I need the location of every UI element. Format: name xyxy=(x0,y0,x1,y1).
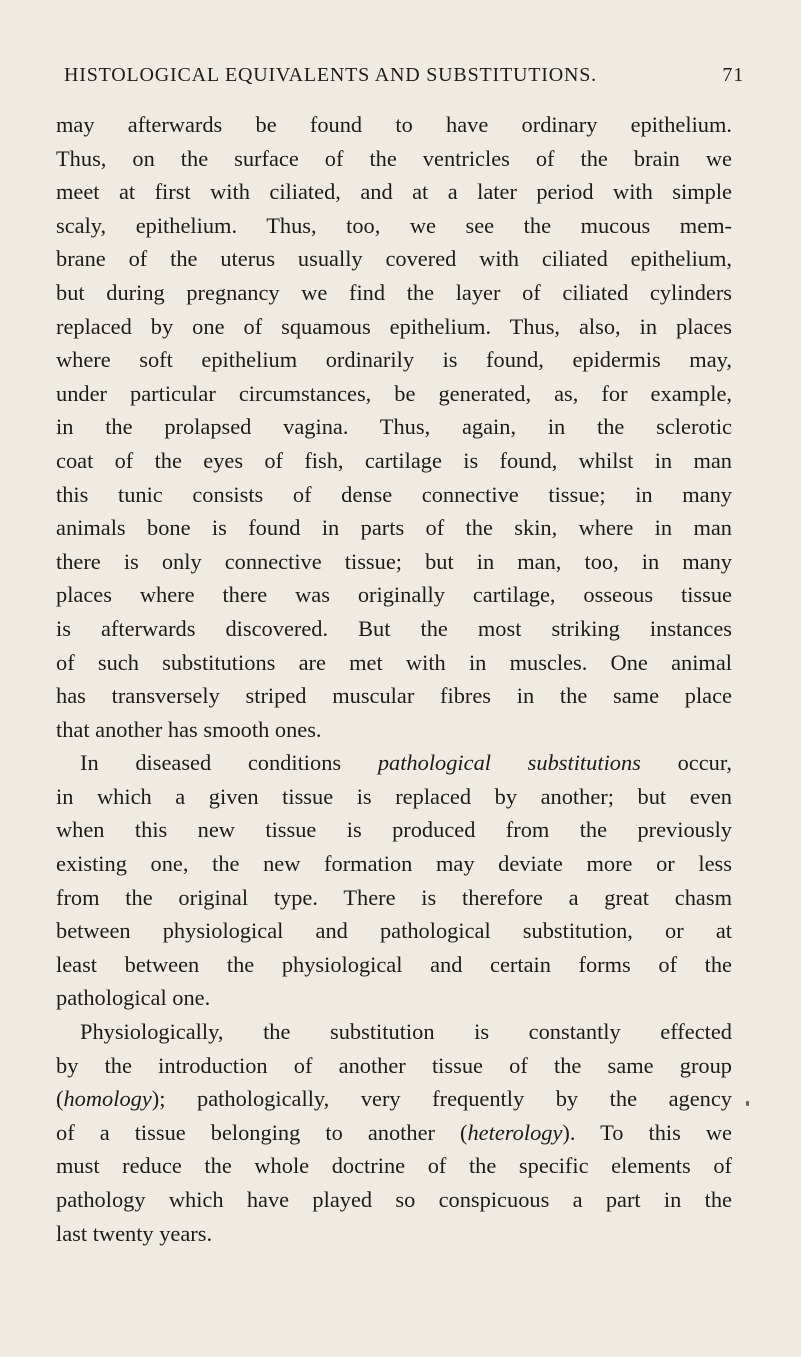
text-line: between physiological and pathological substitution, or at xyxy=(56,918,732,944)
text-line: when this new tissue is produced from the previously xyxy=(56,817,732,843)
text-line: of such substitutions are met with in muscles. One animal xyxy=(56,649,732,675)
text-line: must reduce the whole doctrine of the specific elements of xyxy=(56,1153,732,1179)
text-line: animals bone is found in parts of the skin, where in man xyxy=(56,515,732,541)
text-line: Physiologically, the substitution is constantly effected xyxy=(80,1019,732,1045)
text-line: brane of the uterus usually covered with ciliated epithelium, xyxy=(56,246,732,272)
text-line: that another has smooth ones. xyxy=(56,716,322,742)
paper-speck xyxy=(746,1101,749,1106)
body-text xyxy=(56,108,732,1250)
text-line: from the original type. There is therefore a great chasm xyxy=(56,884,732,910)
text-line: by the introduction of another tissue of the same group xyxy=(56,1052,732,1078)
text-line: pathological one. xyxy=(56,985,211,1011)
text-line: but during pregnancy we find the layer of ciliated cylinders xyxy=(56,279,732,305)
text-line: last twenty years. xyxy=(56,1220,213,1246)
text-line: is afterwards discovered. But the most striking instances xyxy=(56,615,732,641)
text-line: in which a given tissue is replaced by another; but even xyxy=(56,783,732,809)
text-line: scaly, epithelium. Thus, too, we see the mucous mem- xyxy=(56,212,732,238)
text-line: where soft epithelium ordinarily is found, epidermis may, xyxy=(56,347,732,373)
text-line: least between the physiological and certain forms of the xyxy=(56,951,732,977)
running-head-title: HISTOLOGICAL EQUIVALENTS AND SUBSTITUTIONS. xyxy=(64,64,597,86)
text-line: existing one, the new formation may deviate more or less xyxy=(56,851,732,877)
italic-term: homology xyxy=(63,1086,152,1112)
text-line: (homology); pathologically, very frequently by the agency xyxy=(56,1086,732,1112)
text-line: there is only connective tissue; but in man, too, in many xyxy=(56,548,732,574)
italic-term: pathological substitutions xyxy=(377,750,641,776)
text-line: may afterwards be found to have ordinary epithelium. xyxy=(56,112,732,137)
text-line: In diseased conditions pathological substitutions occur, xyxy=(80,750,732,776)
text-line: in the prolapsed vagina. Thus, again, in the sclerotic xyxy=(56,414,732,440)
page-number: 71 xyxy=(722,64,744,86)
text-line: pathology which have played so conspicuous a part in the xyxy=(56,1187,732,1212)
text-line: this tunic consists of dense connective tissue; in many xyxy=(56,481,732,507)
text-line: replaced by one of squamous epithelium. Thus, also, in places xyxy=(56,313,732,339)
text-line: meet at first with ciliated, and at a later period with simple xyxy=(56,179,732,205)
running-head xyxy=(64,64,744,100)
text-line: Thus, on the surface of the ventricles of the brain we xyxy=(56,145,732,171)
text-line: has transversely striped muscular fibres in the same place xyxy=(56,683,732,709)
text-line: coat of the eyes of fish, cartilage is found, whilst in man xyxy=(56,447,732,473)
text-line: of a tissue belonging to another (heterology). To this we xyxy=(56,1119,732,1145)
text-line: places where there was originally cartilage, osseous tissue xyxy=(56,582,732,608)
italic-term: heterology xyxy=(467,1119,563,1145)
text-line: under particular circumstances, be generated, as, for example, xyxy=(56,380,732,406)
